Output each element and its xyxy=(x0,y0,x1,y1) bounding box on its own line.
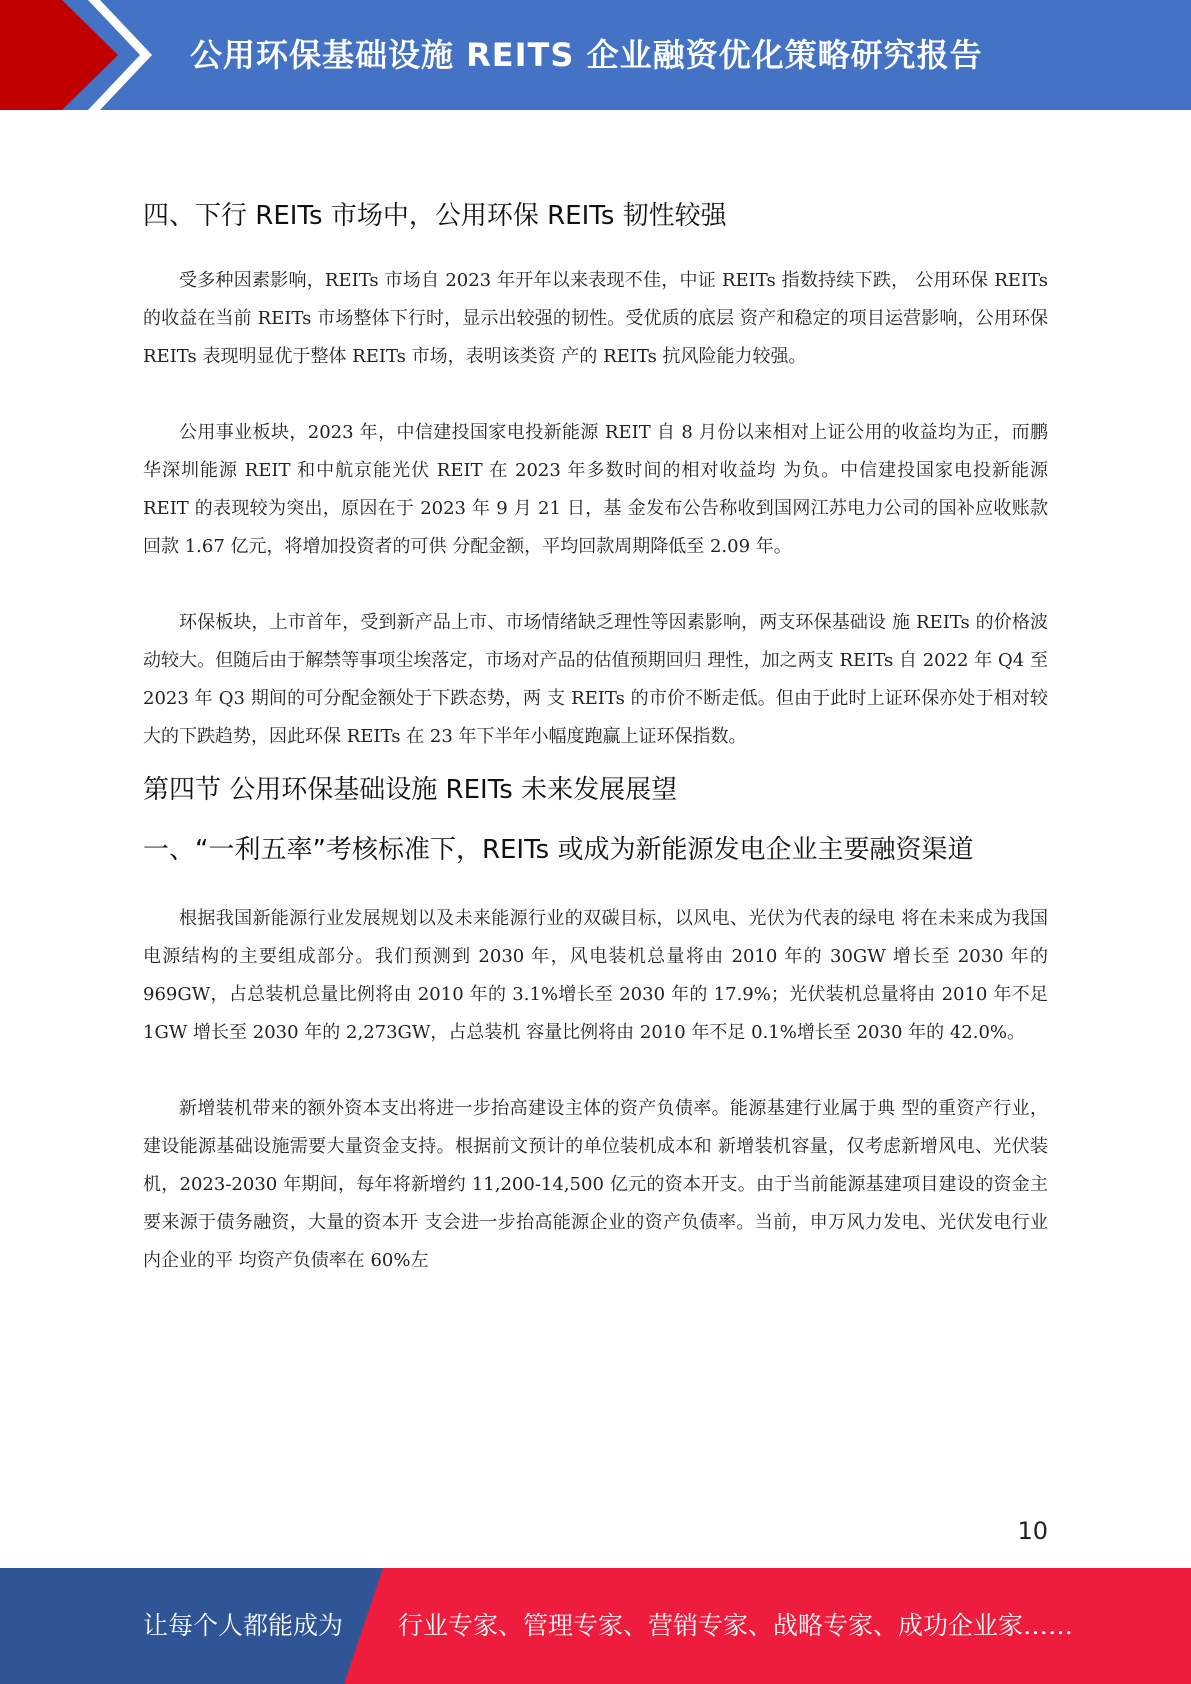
footer-slogan-right: 行业专家、管理专家、营销专家、战略专家、成功企业家…… xyxy=(398,1611,1074,1640)
body-paragraph: 受多种因素影响，REITs 市场自 2023 年开年以来表现不佳，中证 REITs 指数持续下跌， 公用环保 REITs 的收益在当前 REITs 市场整体下行时，显示出较强的韧性。受优质的底层 资产和稳定的项目运营影响，公用环保 REITs 表现明显优于整体 REITs 市场，表明该类资 产的 REITs 抗风险能力较强。 xyxy=(143,270,1048,367)
body-paragraph: 公用事业板块，2023 年，中信建投国家电投新能源 REIT 自 8 月份以来相对上证公用的收益均为正，而鹏华深圳能源 REIT 和中航京能光伏 REIT 在 2023 年多数时间的相对收益均 为负。中信建投国家电投新能源 REIT 的表现较为突出，原因在于 2023 年 9 月 21 日，基 金发布公告称收到国网江苏电力公司的国补应收账款回款 1.67 亿元，将增加投资者的可供 分配金额，平均回款周期降低至 2.09 年。 xyxy=(143,422,1048,557)
body-paragraph: 环保板块，上市首年，受到新产品上市、市场情绪缺乏理性等因素影响，两支环保基础设 施 REITs 的价格波动较大。但随后由于解禁等事项尘埃落定，市场对产品的估值预期回归 理性，加之两支 REITs 自 2022 年 Q4 至 2023 年 Q3 期间的可分配金额处于下跌态势，两 支 REITs 的市价不断走低。但由于此时上证环保亦处于相对较大的下跌趋势，因此环保 REITs 在 23 年下半年小幅度跑赢上证环保指数。 xyxy=(143,612,1048,747)
footer-slogan-left: 让每个人都能成为 xyxy=(143,1611,344,1640)
subsection-heading-1: 一、“一利五率”考核标准下，REITs 或成为新能源发电企业主要融资渠道 xyxy=(143,835,974,865)
page-header xyxy=(0,0,1191,110)
page-footer xyxy=(0,1568,1191,1684)
report-title: 公用环保基础设施 REITS 企业融资优化策略研究报告 xyxy=(190,36,983,74)
section-title: 第四节 公用环保基础设施 REITs 未来发展展望 xyxy=(143,775,678,805)
body-paragraph: 新增装机带来的额外资本支出将进一步抬高建设主体的资产负债率。能源基建行业属于典 型的重资产行业，建设能源基础设施需要大量资金支持。根据前文预计的单位装机成本和 新增装机容量，仅考虑新增风电、光伏装机，2023-2030 年期间，每年将新增约 11,200-14,500 亿元的资本开支。由于当前能源基建项目建设的资金主要来源于债务融资，大量的资本开 支会进一步抬高能源企业的资产负债率。当前，申万风力发电、光伏发电行业内企业的平 均资产负债率在 60%左 xyxy=(143,1098,1048,1271)
section-heading-4: 四、下行 REITs 市场中，公用环保 REITs 韧性较强 xyxy=(143,201,727,231)
page-number: 10 xyxy=(1017,1517,1048,1545)
body-paragraph: 根据我国新能源行业发展规划以及未来能源行业的双碳目标，以风电、光伏为代表的绿电 将在未来成为我国电源结构的主要组成部分。我们预测到 2030 年，风电装机总量将由 2010 年的 30GW 增长至 2030 年的 969GW，占总装机总量比例将由 2010 年的 3.1%增长至 2030 年的 17.9%；光伏装机总量将由 2010 年不足 1GW 增长至 2030 年的 2,273GW，占总装机 容量比例将由 2010 年不足 0.1%增长至 2030 年的 42.0%。 xyxy=(143,908,1048,1043)
header-red-chevron xyxy=(0,0,118,110)
main-content xyxy=(143,196,1048,1280)
